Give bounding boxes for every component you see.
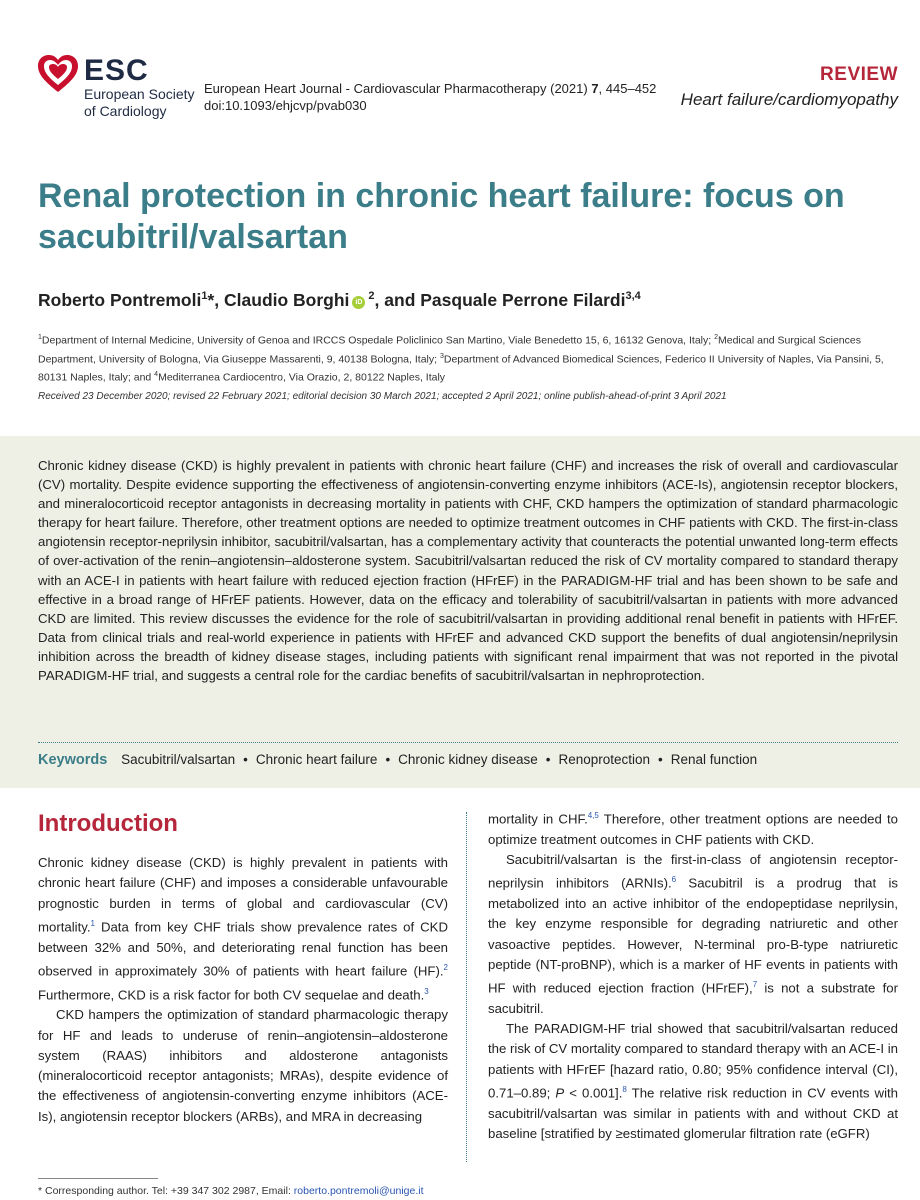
author-joiner: , and	[374, 290, 421, 310]
article-section: Heart failure/cardiomyopathy	[680, 90, 898, 109]
reference-link[interactable]: 6	[671, 875, 677, 885]
article-type-block	[681, 64, 898, 110]
paragraph: Chronic kidney disease (CKD) is highly prevalent in patients with chronic heart failure (CHF) and imposes a considerable unfavourable prognostic burden in terms of global and cardiovascular (CV) mortality.$^1$ Data from key CHF trials show prevalence rates of CKD between 32% and 50%, and deteriorating renal function has been observed in approximately 30% of patients with heart failure (HF).$^2$ Furthermore, CKD is a risk factor for both CV sequelae and death.$^3$	[38, 855, 448, 1002]
keyword[interactable]: Sacubitril/valsartan	[121, 752, 236, 767]
author-affil-sup: 3,4	[625, 290, 641, 303]
article-dates: Received 23 December 2020; revised 22 February 2021; editorial decision 30 March 2021; accepted 2 April 2021; online publish-ahead-of-print 3 April 2021	[38, 391, 727, 402]
author-affil-sup: 1	[201, 290, 208, 303]
paragraph: The PARADIGM-HF trial showed that sacubitril/valsartan reduced the risk of CV mortality compared to standard therapy with an ACE-I in patients with HFrEF [hazard ratio, 0.80; 95% confidence interval (CI), 0.71–0.89; P < 0.001].$^8$ The relative risk reduction in CV events with sacubitril/valsartan was similar in patients with and without CKD at baseline [stratified by ≥estimated glomerular filtration rate (eGFR)	[488, 1021, 899, 1142]
keywords-divider	[38, 742, 898, 743]
column-divider	[466, 812, 467, 1162]
logo-name: ESC	[84, 54, 149, 87]
email-link[interactable]: roberto.pontremoli@unige.it	[293, 1185, 424, 1197]
keywords-row	[38, 752, 757, 768]
journal-citation	[204, 80, 656, 114]
logo-line-2: of Cardiology	[84, 103, 167, 119]
keyword-separator: •	[243, 752, 248, 767]
article-type: REVIEW	[820, 64, 898, 85]
paragraph: CKD hampers the optimization of standard pharmacologic therapy for HF and leads to underuse of renin–angiotensin–aldosterone system (RAAS) inhibitors and aldosterone antagonists (mineralocorticoid receptor antagonists; MRAs), despite evidence of the effectiveness of angiotensin-converting enzyme inhibitors (ACE-Is), angiotensin receptor blockers (ARBs), and MRA in decreasing	[38, 1007, 448, 1124]
affil-sup: 2	[714, 334, 718, 341]
reference-link[interactable]: 7	[752, 980, 758, 990]
affiliations	[38, 330, 888, 386]
affiliation: Medical and Surgical Sciences Department, University of Bologna, Via Giuseppe Massarenti, 9, 40138 Bologna, Italy;	[38, 334, 861, 365]
keyword[interactable]: Chronic kidney disease	[398, 752, 538, 767]
author-name[interactable]: Pasquale Perrone Filardi	[420, 290, 626, 310]
doi-link[interactable]: doi:10.1093/ehjcvp/pvab030	[204, 98, 367, 113]
esc-logo	[36, 48, 206, 128]
keyword-separator: •	[385, 752, 391, 767]
keywords-label: Keywords	[38, 752, 108, 768]
reference-link[interactable]: 4,5	[587, 811, 599, 820]
author-list: Roberto Pontremoli$^1$*, Claudio Borghi $iD^2$, and Pasquale Perrone Filardi$^{3,4}$	[38, 290, 641, 310]
orcid-icon[interactable]: iD	[352, 296, 365, 309]
reference-link[interactable]: 2	[443, 962, 448, 972]
keyword-separator: •	[545, 752, 551, 767]
keyword[interactable]: Renoprotection	[558, 752, 651, 767]
article-title: Renal protection in chronic heart failure: focus on sacubitril/valsartan	[38, 177, 845, 256]
affil-sup: 4	[154, 371, 159, 378]
reference-link[interactable]: 1	[90, 918, 95, 928]
author-name[interactable]: Roberto Pontremoli	[38, 290, 202, 310]
footnote-text: * Corresponding author. Tel: +39 347 302 2987, Email:	[38, 1185, 294, 1197]
author-name[interactable]: Claudio Borghi	[224, 290, 350, 310]
reference-link[interactable]: 8	[622, 1085, 627, 1095]
affiliation: Department of Internal Medicine, University of Genoa and IRCCS Ospedale Policlinico San Martino, Viale Benedetto 15, 6, 16132 Genova, Italy;	[41, 334, 715, 347]
abstract-box	[0, 436, 920, 788]
journal-volume: 7	[591, 81, 599, 96]
section-title-introduction: Introduction	[38, 810, 178, 837]
reference-link[interactable]: 3	[424, 986, 429, 996]
keyword[interactable]: Chronic heart failure	[255, 752, 378, 767]
body-column-right	[488, 806, 898, 1144]
journal-name: European Heart Journal - Cardiovascular Pharmacotherapy (2021)	[204, 81, 592, 96]
logo-line-1: European Society	[84, 86, 195, 102]
keyword-separator: •	[658, 752, 663, 767]
keyword[interactable]: Renal function	[670, 752, 758, 767]
journal-pages: , 445–452	[598, 81, 657, 96]
corresponding-footnote	[38, 1185, 424, 1197]
paragraph: Sacubitril/valsartan is the first-in-class of angiotensin receptor-neprilysin inhibitors (ARNIs).$^6$ Sacubitril is a prodrug that is metabolized into an active inhibitor of the endopeptidase neprilysin, the key enzyme responsible for degrading natriuretic and other vasoactive peptides. However, N-terminal pro-B-type natriuretic peptide (NT-proBNP), which is a marker of HF events in patients with HF with reduced ejection fraction (HFrEF),$^7$ is not a substrate for sacubitril.	[488, 851, 898, 1016]
corresponding-mark: *	[207, 290, 215, 310]
abstract-text: Chronic kidney disease (CKD) is highly prevalent in patients with chronic heart failure (CHF) and increases the risk of overall and cardiovascular (CV) mortality. Despite evidence supporting the effectiveness of angiotensin-converting enzyme inhibitors (ACE-Is), angiotensin receptor blockers, and mineralocorticoid receptor antagonists in decreasing mortality in patients with CHF, CKD hampers the optimization of standard pharmacologic therapy for heart failure. Therefore, other treatment options are needed to optimize treatment outcomes in CHF patients with CKD. The first-in-class angiotensin receptor-neprilysin inhibitor, sacubitril/valsartan, has a complementary activity that counteracts the potential unwanted long-term effects of over-activation of the renin–angiotensin–aldosterone system. Sacubitril/valsartan reduced the risk of CV mortality compared to standard therapy with an ACE-I in patients with heart failure with reduced ejection fraction (HFrEF) in the PARADIGM-HF trial and has been shown to be safe and effective in a broad range of HFrEF patients. However, data on the efficacy and tolerability of sacubitril/valsartan in patients with more advanced CKD are limited. This review discusses the evidence for the role of sacubitril/valsartan in providing additional renal benefit in patients with HFrEF. Data from clinical trials and real-world experience in patients with HFrEF and advanced CKD support the benefits of dual angiotensin/neprilysin inhibition across the breadth of kidney disease stages, including patients with significant renal impairment that was not reported in the pivotal PARADIGM-HF trial, and suggests a central role for the cardiac benefits of sacubitril/valsartan in nephroprotection.	[38, 458, 898, 684]
author-affil-sup: 2	[368, 290, 375, 303]
paragraph: mortality in CHF.$^{4,5}$ Therefore, other treatment options are needed to optimize treatment outcomes in CHF patients with CKD.	[488, 811, 898, 847]
affiliation: Department of Advanced Biomedical Sciences, Federico II University of Naples, Via Pansini, 5, 80131 Naples, Italy; and	[38, 353, 884, 384]
body-column-left	[38, 853, 448, 1127]
heart-logo-icon	[36, 52, 80, 96]
italic-text: P	[555, 1085, 565, 1101]
affil-sup: 3	[439, 352, 444, 360]
footnote-rule	[38, 1178, 158, 1179]
affiliation: Mediterranea Cardiocentro, Via Orazio, 2, 80122 Naples, Italy	[158, 371, 446, 384]
affil-sup: 1	[38, 334, 42, 341]
